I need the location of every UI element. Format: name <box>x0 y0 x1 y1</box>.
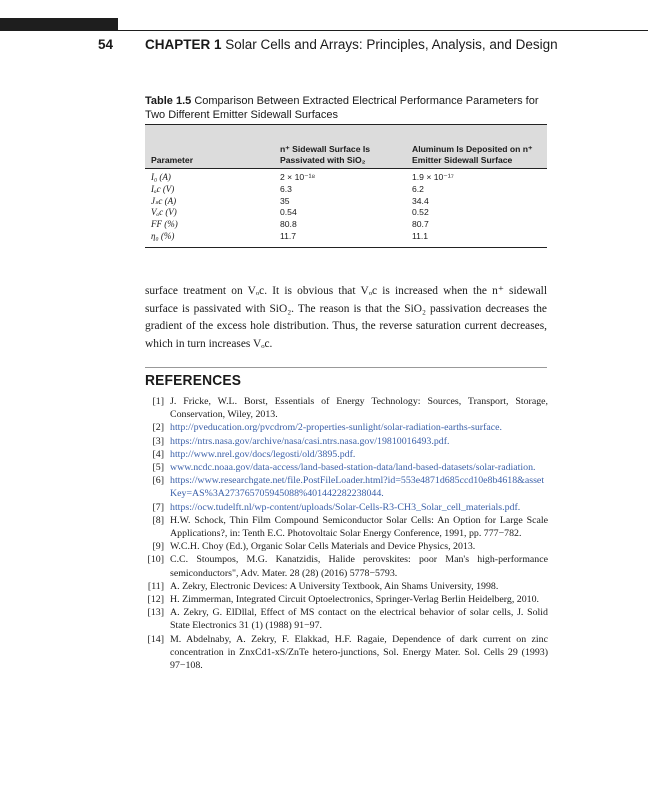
table-row <box>145 196 547 208</box>
table-caption <box>145 94 545 122</box>
table-header <box>145 125 547 168</box>
reference-link[interactable]: https://www.researchgate.net/file.PostFileLoader.html?id=553e4871d685ccd10e8b4618&assetKey=AS%3A273765705945088%401442282238044. <box>170 475 545 500</box>
table-cell: Iₒc (V) <box>151 183 175 194</box>
reference-text: J. Fricke, W.L. Borst, Essentials of Energy Technology: Sources, Transport, Storage, Conservation, Wiley, 2013. <box>170 396 548 421</box>
table-row <box>145 184 547 196</box>
reference-number: [8] <box>152 514 164 526</box>
reference-link[interactable]: http://www.nrel.gov/docs/legosti/old/3895.pdf. <box>170 448 356 460</box>
reference-item <box>140 395 548 421</box>
chapter-heading <box>145 37 558 52</box>
reference-item <box>140 553 548 579</box>
reference-link[interactable]: https://ntrs.nasa.gov/archive/nasa/casi.ntrs.nasa.gov/19810016493.pdf. <box>170 435 450 447</box>
table-cell: 1.9 × 10⁻¹⁷ <box>412 172 454 182</box>
table-cell: 11.7 <box>280 230 297 241</box>
reference-number: [12] <box>147 594 164 606</box>
reference-link[interactable]: www.ncdc.noaa.gov/data-access/land-based-station-data/land-based-datasets/solar-radiation. <box>170 462 536 474</box>
reference-number: [1] <box>152 396 164 407</box>
col-header-sio2: n⁺ Sidewall Surface Is Passivated with SiO₂ <box>280 144 371 165</box>
table-cell: FF (%) <box>151 219 178 230</box>
reference-number: [9] <box>152 541 164 553</box>
section-rule <box>145 367 547 368</box>
header-rule <box>118 30 648 31</box>
body-paragraph: surface treatment on Vₒc. It is obvious that Vₒc is increased when the n⁺ sidewall surface is passivated with SiO₂. The reason is that the SiO₂ passivation decreases the gradient of the excess hole distribution. Thus, the reverse saturation current decreases, which in turn increases Vₒc. <box>145 285 547 350</box>
reference-link[interactable]: http://pveducation.org/pvcdrom/2-properties-sunlight/solar-radiation-earths-surface. <box>170 422 502 434</box>
reference-number: [5] <box>152 462 164 474</box>
reference-text: A. Zekry, Electronic Devices: A University Textbook, Ain Shams University, 1998. <box>170 580 499 592</box>
reference-number: [2] <box>152 422 164 434</box>
references-heading: REFERENCES <box>145 372 242 389</box>
table-cell: 80.7 <box>412 219 429 230</box>
table-row <box>145 231 547 243</box>
table-cell: 0.54 <box>280 207 297 218</box>
reference-link[interactable]: https://ocw.tudelft.nl/wp-content/uploads/Solar-Cells-R3-CH3_Solar_cell_materials.pdf. <box>170 501 521 513</box>
page-number: 54 <box>98 37 114 52</box>
reference-number: [3] <box>152 435 164 447</box>
reference-number: [11] <box>147 580 164 592</box>
reference-number: [13] <box>147 607 164 619</box>
reference-item <box>140 606 548 632</box>
reference-item <box>140 514 548 540</box>
reference-text: H. Zimmerman, Integrated Circuit Optoelectronics, Springer-Verlag Berlin Heidelberg, 2010. <box>170 594 539 606</box>
table-cell: Jₛc (A) <box>151 195 177 206</box>
table <box>145 124 547 248</box>
table-cell: 6.2 <box>412 183 424 194</box>
table-cell: 0.52 <box>412 207 429 218</box>
reference-item <box>140 633 548 673</box>
table-cell: I₀ (A) <box>151 172 171 182</box>
reference-text: H.W. Schock, Thin Film Compound Semiconductor Solar Cells: An Option for Large Scale Applications?, in: Tenth E.C. Photovoltaic Solar Energy Conference, 1991, pp. 777−782. <box>170 514 548 540</box>
reference-item <box>140 435 548 448</box>
col-header-parameter: Parameter <box>151 154 194 165</box>
reference-item <box>140 421 548 434</box>
reference-item <box>140 593 548 606</box>
chapter-label: CHAPTER 1 <box>145 37 222 52</box>
reference-text: C.C. Stoumpos, M.G. Kanatzidis, Halide perovskites: poor Man's high-performance semiconductors", Adv. Mater. 28 (28) (2016) 5778−5793. <box>170 554 548 579</box>
reference-item <box>140 461 548 474</box>
reference-list <box>140 395 548 672</box>
running-header <box>0 37 648 57</box>
reference-number: [7] <box>152 501 164 513</box>
chapter-title: Solar Cells and Arrays: Principles, Analysis, and Design <box>225 37 558 52</box>
reference-item <box>140 501 548 514</box>
table-cell: 34.4 <box>412 195 429 206</box>
table-row <box>145 219 547 231</box>
table-caption-text: Comparison Between Extracted Electrical Performance Parameters for Two Different Emitter Sidewall Surfaces <box>145 95 539 121</box>
table-cell: η₀ (%) <box>151 230 175 241</box>
col-header-aluminum: Aluminum Is Deposited on n⁺ Emitter Sidewall Surface <box>412 144 533 165</box>
table-row <box>145 172 547 184</box>
table-cell: 2 × 10⁻¹⁸ <box>280 172 316 182</box>
table-cell: 80.8 <box>280 219 297 230</box>
table-body <box>145 169 547 247</box>
table-cell: 35 <box>280 195 290 206</box>
reference-number: [14] <box>147 633 164 645</box>
reference-number: [4] <box>152 448 164 460</box>
table-row <box>145 207 547 219</box>
header-bar <box>0 18 118 31</box>
reference-text: A. Zekry, G. ElDllal, Effect of MS contact on the electrical behavior of solar cells, J. Solid State Electronics 31 (1) (1988) 91−97. <box>170 607 548 632</box>
reference-text: W.C.H. Choy (Ed.), Organic Solar Cells Materials and Device Physics, 2013. <box>170 541 476 553</box>
table-cell: Vₒc (V) <box>151 207 177 218</box>
reference-item <box>140 474 548 500</box>
table-label: Table 1.5 <box>145 95 192 107</box>
reference-item <box>140 540 548 553</box>
table-cell: 11.1 <box>412 230 429 241</box>
reference-number: [6] <box>152 475 164 487</box>
table-cell: 6.3 <box>280 183 292 194</box>
reference-number: [10] <box>147 554 164 566</box>
reference-item <box>140 448 548 461</box>
reference-item <box>140 580 548 593</box>
reference-text: M. Abdelnaby, A. Zekry, F. Elakkad, H.F. Ragaie, Dependence of dark current on zinc concentration in ZnxCd1-xS/ZnTe hetero-junctions, Sol. Energy Mater. Sol. Cells 29 (1993) 97−108. <box>170 633 548 672</box>
